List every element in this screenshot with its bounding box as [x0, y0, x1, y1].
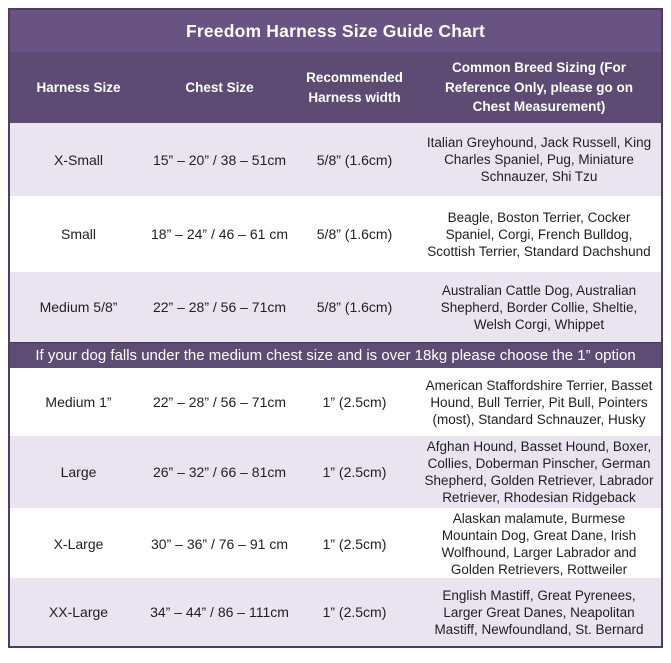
breeds-cell: Italian Greyhound, Jack Russell, King Charles Spaniel, Pug, Miniature Schnauzer, Shi Tzu — [426, 135, 652, 184]
table-row-x-small — [10, 123, 661, 196]
column-header-breed-sizing: Common Breed Sizing (For Reference Only, please go on Chest Measurement) — [444, 60, 634, 115]
table-row-medium-58 — [10, 272, 661, 342]
table-header-row — [10, 52, 661, 123]
harness-size-cell: X-Large — [53, 536, 104, 552]
size-guide-chart — [8, 8, 663, 648]
harness-width-cell: 5/8” (1.6cm) — [316, 299, 393, 315]
chest-size-cell: 30” – 36” / 76 – 91 cm — [151, 536, 288, 552]
column-header-harness-width: Recommended Harness width — [306, 69, 403, 105]
breeds-cell: Beagle, Boston Terrier, Cocker Spaniel, Corgi, French Bulldog, Scottish Terrier, Standard Dachshund — [427, 209, 651, 259]
harness-size-cell: XX-Large — [48, 604, 109, 620]
chest-size-cell: 22” – 28” / 56 – 71cm — [152, 299, 287, 315]
table-row-large — [10, 436, 661, 508]
table-row-small — [10, 196, 661, 272]
breeds-cell: English Mastiff, Great Pyrenees, Larger Great Danes, Neapolitan Mastiff, Newfoundland, St. Bernard — [434, 587, 644, 637]
chest-size-cell: 18” – 24” / 46 – 61 cm — [151, 226, 288, 242]
chest-size-cell: 26” – 32” / 66 – 81cm — [152, 464, 287, 480]
harness-width-cell: 5/8” (1.6cm) — [316, 151, 393, 168]
breeds-cell: Afghan Hound, Basset Hound, Boxer, Collies, Doberman Pinscher, German Shepherd, Golden Retriever, Labrador Retriever, Rhodesian Ridgeback — [424, 439, 654, 505]
harness-size-cell: Medium 1” — [45, 394, 112, 410]
harness-width-cell: 1” (2.5cm) — [322, 604, 387, 620]
medium-size-note-banner: If your dog falls under the medium chest size and is over 18kg please choose the 1” option — [10, 342, 661, 368]
breeds-cell: Alaskan malamute, Burmese Mountain Dog, Great Dane, Irish Wolfhound, Larger Labrador and Golden Retrievers, Rottweiler — [441, 511, 637, 577]
harness-width-cell: 1” (2.5cm) — [322, 394, 387, 410]
column-header-harness-size: Harness Size — [36, 79, 121, 95]
breeds-cell: Australian Cattle Dog, Australian Shepherd, Border Collie, Sheltie, Welsh Corgi, Whippet — [440, 282, 638, 332]
chart-title: Freedom Harness Size Guide Chart — [10, 10, 661, 52]
harness-width-cell: 1” (2.5cm) — [322, 536, 387, 552]
harness-size-cell: Medium 5/8” — [39, 299, 118, 315]
chest-size-cell: 34” – 44” / 86 – 111cm — [150, 604, 289, 620]
harness-width-cell: 1” (2.5cm) — [322, 464, 387, 480]
table-row-xx-large — [10, 578, 661, 646]
breeds-cell: American Staffordshire Terrier, Basset Hound, Bull Terrier, Pit Bull, Pointers (most), Standard Schnauzer, Husky — [425, 377, 653, 427]
harness-size-cell: X-Small — [53, 151, 103, 168]
harness-size-cell: Large — [60, 464, 97, 480]
chest-size-cell: 15” – 20” / 38 – 51cm — [152, 151, 287, 168]
column-header-chest-size: Chest Size — [185, 79, 254, 95]
table-row-medium-1 — [10, 368, 661, 436]
harness-size-cell: Small — [60, 226, 96, 242]
chest-size-cell: 22” – 28” / 56 – 71cm — [152, 394, 287, 410]
harness-width-cell: 5/8” (1.6cm) — [316, 226, 393, 242]
table-row-x-large — [10, 508, 661, 578]
